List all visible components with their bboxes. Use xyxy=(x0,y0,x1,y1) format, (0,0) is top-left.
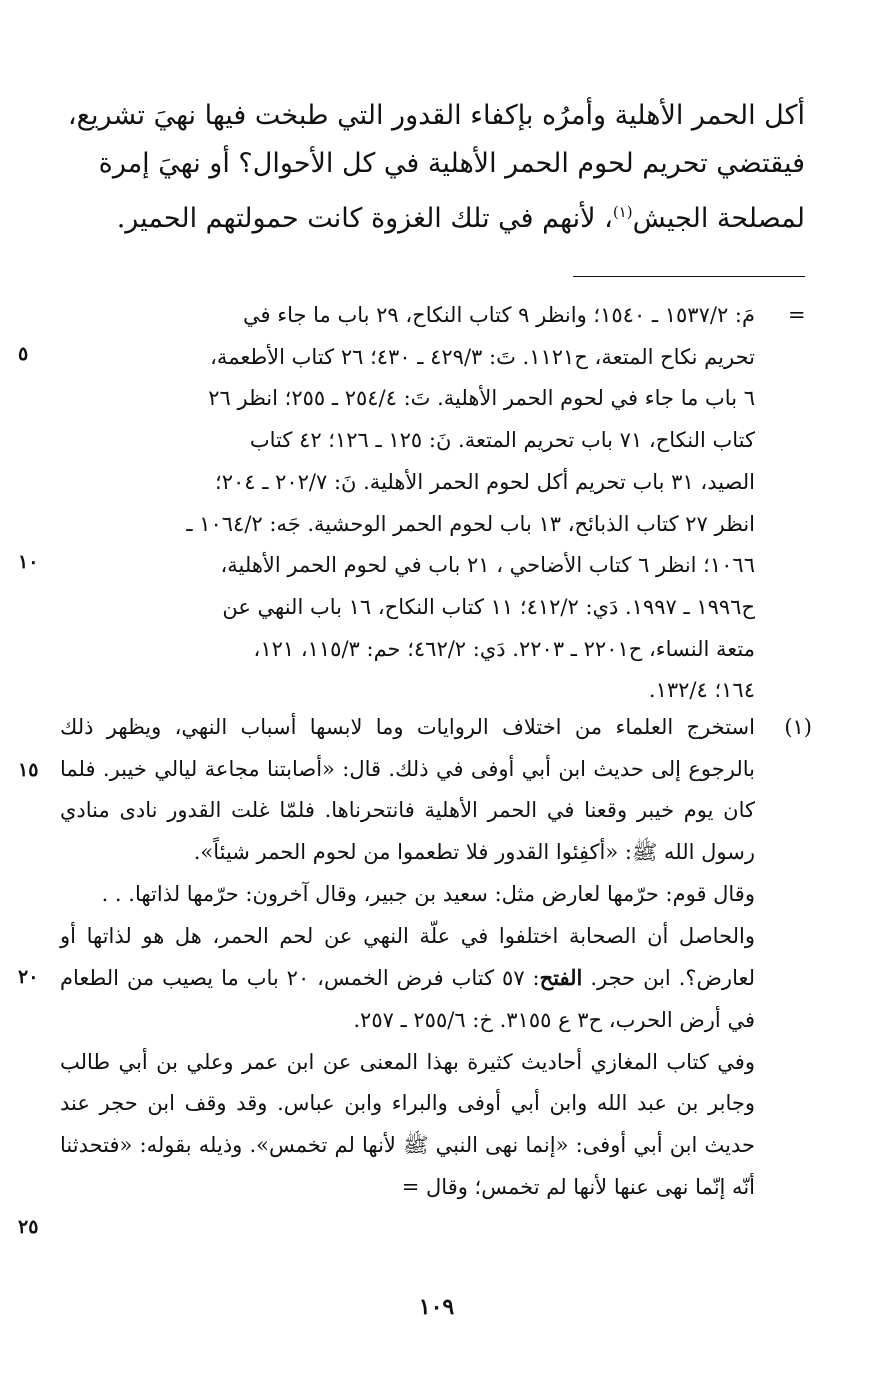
footnote-line: ١٠٦٦؛ انظر ٦ كتاب الأضاحي ، ٢١ باب في لحوم الحمر الأهلية، xyxy=(220,553,755,578)
footnote-line: كتاب النكاح، ٧١ باب تحريم المتعة. نَ: ١٢٥ ـ ١٢٦؛ ٤٢ كتاب xyxy=(249,428,755,453)
footnote-paragraph: والحاصل أن الصحابة اختلفوا في علّة النهي عن لحم الحمر، هل هو لذاتها أو لعارض؟. ابن حجر. الفتح: ٥٧ كتاب فرض الخمس، ٢٠ باب ما يصيب من الطعام في أرض الحرب، ح٣ ع ٣١٥٥. خ: ٢٥٥/٦ ـ ٢٥٧. xyxy=(60,923,755,1032)
line-number: ٢٥ xyxy=(18,1216,39,1238)
footnote-continuation xyxy=(60,295,755,712)
main-line-1: أكل الحمر الأهلية وأمرُه بإكفاء القدور التي طبخت فيها نهيَ تشريع، xyxy=(67,100,805,131)
footnote-line: متعة النساء، ح٢٢٠١ ـ ٢٢٠٣. دَي: ٤٦٢/٢؛ حم: ١١٥/٣، ١٢١، xyxy=(253,636,755,661)
footnote-paragraph: وفي كتاب المغازي أحاديث كثيرة بهذا المعنى عن ابن عمر وعلي بن أبي طالب وجابر بن عبد الله وابن أبي أوفى والبراء وابن عباس. وقد وقف ابن حجر عند حديث ابن أبي أوفى: «إنما نهى النبي ﷺ لأنها لم تخمس». وذيله بقوله: «فتحدثنا أنّه إنّما نهى عنها لأنها لم تخمس؛ وقال = xyxy=(60,1049,755,1199)
line-number: ١٥ xyxy=(18,759,39,781)
page-number: ١٠٩ xyxy=(418,1294,455,1320)
footnote-line: انظر ٢٧ كتاب الذبائح، ١٣ باب لحوم الحمر الوحشية. جَه: ١٠٦٤/٢ ـ xyxy=(186,511,755,536)
main-text xyxy=(50,92,805,243)
footnote-line: الصيد، ٣١ باب تحريم أكل لحوم الحمر الأهلية. نَ: ٢٠٢/٧ ـ ٢٠٤؛ xyxy=(215,469,755,494)
footnote-line: ١٦٤؛ ١٣٢/٤. xyxy=(648,678,755,703)
main-line-3: لمصلحة الجيش$^{(١)}$، لأنهم في تلك الغزوة كانت حمولتهم الحمير. xyxy=(116,203,805,234)
footnote-paragraph: استخرج العلماء من اختلاف الروايات وما لابسها أسباب النهي، ويظهر ذلك بالرجوع إلى حديث ابن أبي أوفى في ذلك. قال: «أصابتنا مجاعة ليالي خيبر. فلما كان يوم خيبر وقعنا في الحمر الأهلية فانتحرناها. فلمّا غلت القدور نادى منادي رسول الله ﷺ: «أكفِئوا القدور فلا تطعموا من لحوم الحمر شيئاً». xyxy=(60,715,755,865)
footnote-line: مَ: ١٥٣٧/٢ ـ ١٥٤٠؛ وانظر ٩ كتاب النكاح، ٢٩ باب ما جاء في xyxy=(242,303,755,327)
book-title: الفتح xyxy=(539,965,583,991)
line-number: ٢٠ xyxy=(18,966,39,988)
footnote-separator xyxy=(573,276,805,277)
footnote-ref: (١) xyxy=(612,203,633,221)
footnote-line: ح١٩٩٦ ـ ١٩٩٧. دَي: ٤١٢/٢؛ ١١ كتاب النكاح، ١٦ باب النهي عن xyxy=(222,594,755,619)
footnote-1-marker: (١) xyxy=(784,715,812,739)
footnote-line: ٦ باب ما جاء في لحوم الحمر الأهلية. تَ: ٢٥٤/٤ ـ ٢٥٥؛ انظر ٢٦ xyxy=(208,386,755,411)
line-number: ٥ xyxy=(18,343,29,365)
footnote-line: تحريم نكاح المتعة، ح١١٢١. تَ: ٤٢٩/٣ ـ ٤٣٠؛ ٢٦ كتاب الأطعمة، xyxy=(210,344,755,369)
line-number: ١٠ xyxy=(18,551,39,573)
main-line-2: فيقتضي تحريم لحوم الحمر الأهلية في كل الأحوال؟ أو نهيَ إمرة xyxy=(98,148,805,179)
continuation-marker: = xyxy=(788,303,806,327)
footnote-1 xyxy=(60,707,755,1208)
footnote-paragraph: وقال قوم: حرّمها لعارض مثل: سعيد بن جبير، وقال آخرون: حرّمها لذاتها. . . xyxy=(101,881,755,906)
